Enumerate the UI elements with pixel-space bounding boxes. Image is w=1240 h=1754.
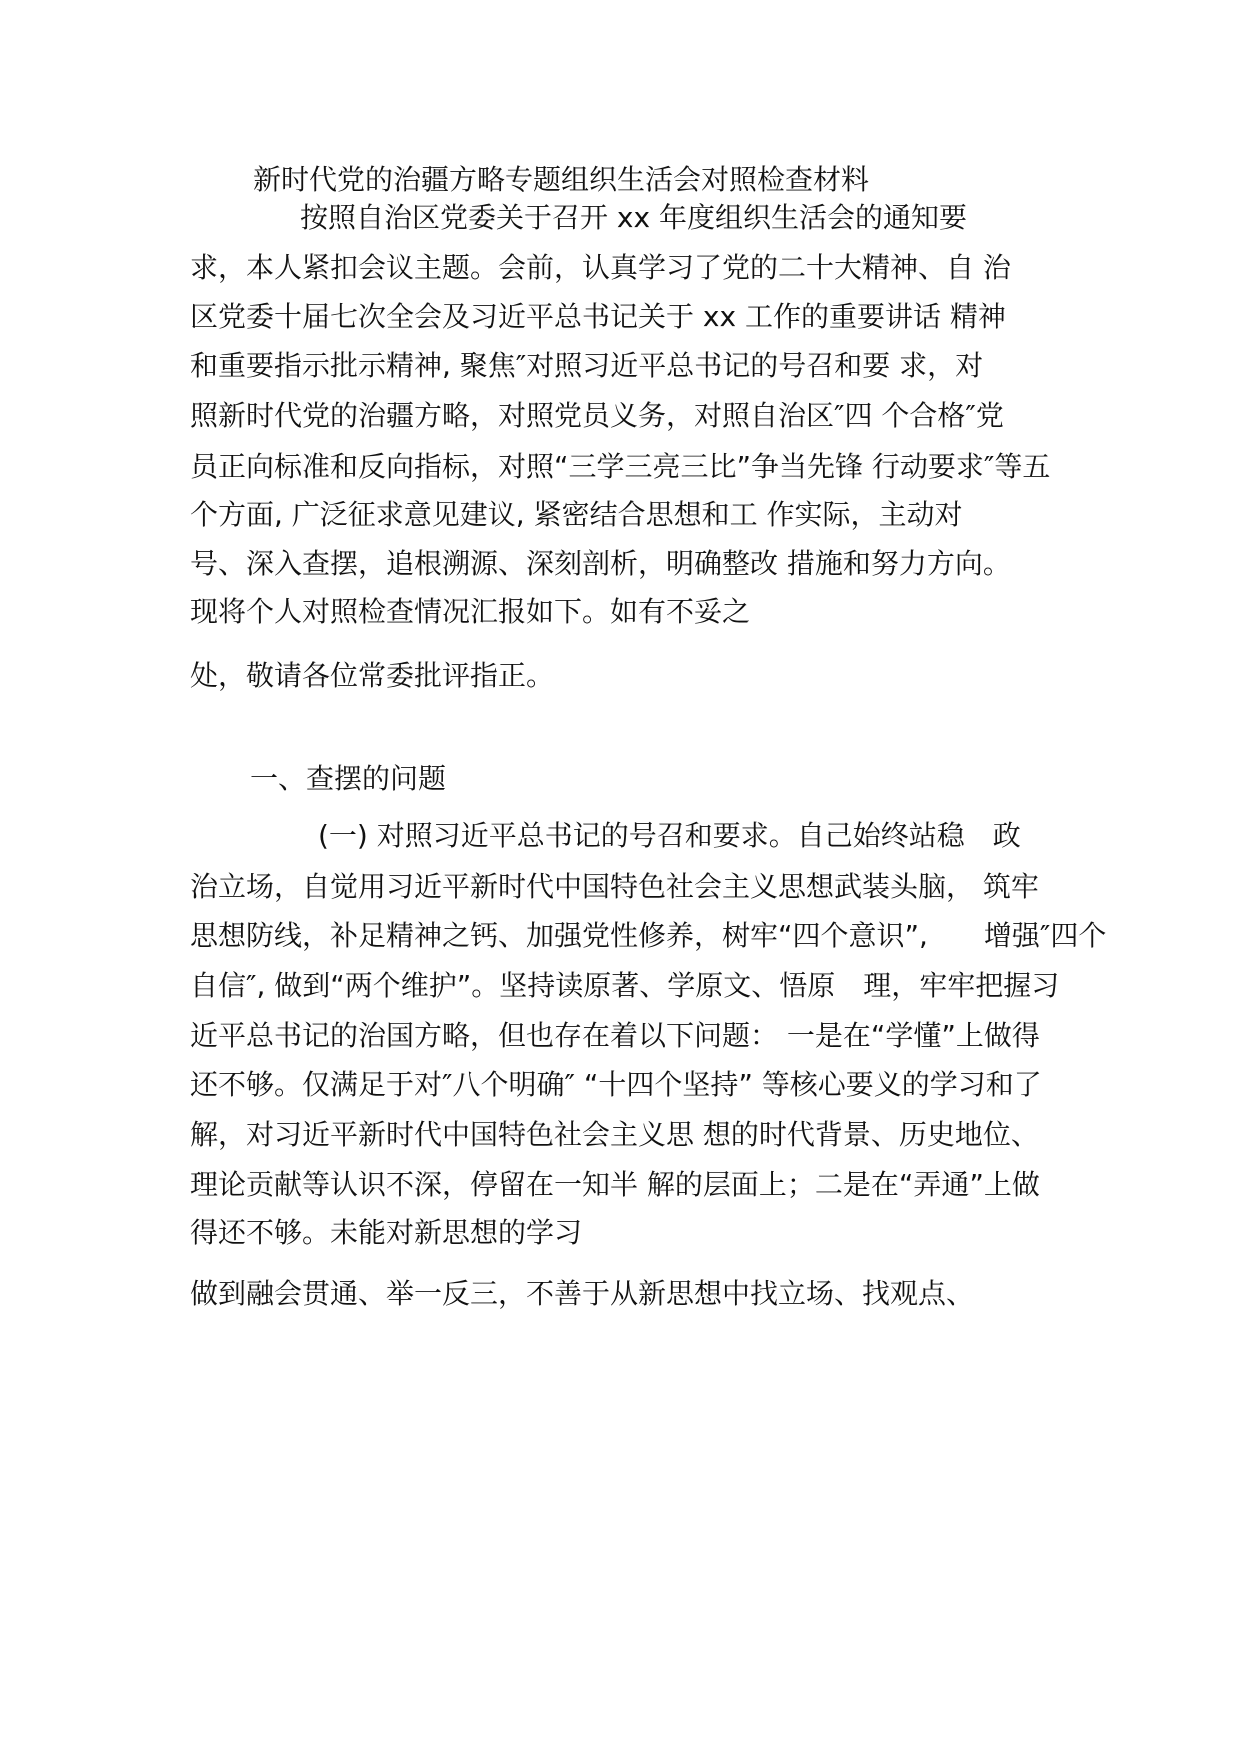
section-line-7: 解，对习近平新时代中国特色社会主义思 想的时代背景、历史地位、 <box>190 1118 1039 1151</box>
section-line-2: 治立场，自觉用习近平新时代中国特色社会主义思想武装头脑， 筑牢 <box>190 870 1039 903</box>
intro-line-3: 区党委十届七次全会及习近平总书记关于 xx 工作的重要讲话 精神 <box>190 300 1006 333</box>
section-line-10: 做到融会贯通、举一反三，不善于从新思想中找立场、找观点、 <box>190 1277 975 1310</box>
section-line-9: 得还不够。未能对新思想的学习 <box>190 1216 583 1249</box>
intro-line-7: 个方面, 广泛征求意见建议, 紧密结合思想和工 作实际，主动对 <box>190 498 963 531</box>
intro-line-10: 处，敬请各位常委批评指正。 <box>190 659 555 692</box>
intro-line-5: 照新时代党的治疆方略，对照党员义务，对照自治区″四 个合格″党 <box>190 399 1004 432</box>
section-line-6: 还不够。仅满足于对″八个明确″ “十四个坚持” 等核心要义的学习和了 <box>190 1068 1042 1101</box>
intro-line-6: 员正向标准和反向指标，对照“三学三亮三比”争当先锋 行动要求″等五 <box>190 450 1051 483</box>
intro-line-1: 按照自治区党委关于召开 xx 年度组织生活会的通知要 <box>300 201 967 234</box>
intro-line-8: 号、深入查摆，追根溯源、深刻剖析，明确整改 措施和努力方向。 <box>190 547 1011 580</box>
intro-line-2: 求，本人紧扣会议主题。会前，认真学习了党的二十大精神、自 治 <box>190 251 1011 284</box>
section-line-3: 思想防线，补足精神之钙、加强党性修养，树牢“四个意识”, 增强″四个 <box>190 919 1107 952</box>
intro-line-9: 现将个人对照检查情况汇报如下。如有不妥之 <box>190 595 751 628</box>
section-line-5: 近平总书记的治国方略，但也存在着以下问题： 一是在“学懂”上做得 <box>190 1019 1040 1052</box>
section-line-1: (一) 对照习近平总书记的号召和要求。自己始终站稳 政 <box>318 819 1021 852</box>
document-title: 新时代党的治疆方略专题组织生活会对照检查材料 <box>253 163 870 196</box>
section-line-8: 理论贡献等认识不深，停留在一知半 解的层面上；二是在“弄通”上做 <box>190 1168 1040 1201</box>
section-line-4: 自信″, 做到“两个维护”。坚持读原著、学原文、悟原 理，牢牢把握习 <box>190 969 1060 1002</box>
intro-line-4: 和重要指示批示精神, 聚焦″对照习近平总书记的号召和要 求，对 <box>190 349 984 382</box>
section-heading: 一、查摆的问题 <box>250 762 447 795</box>
